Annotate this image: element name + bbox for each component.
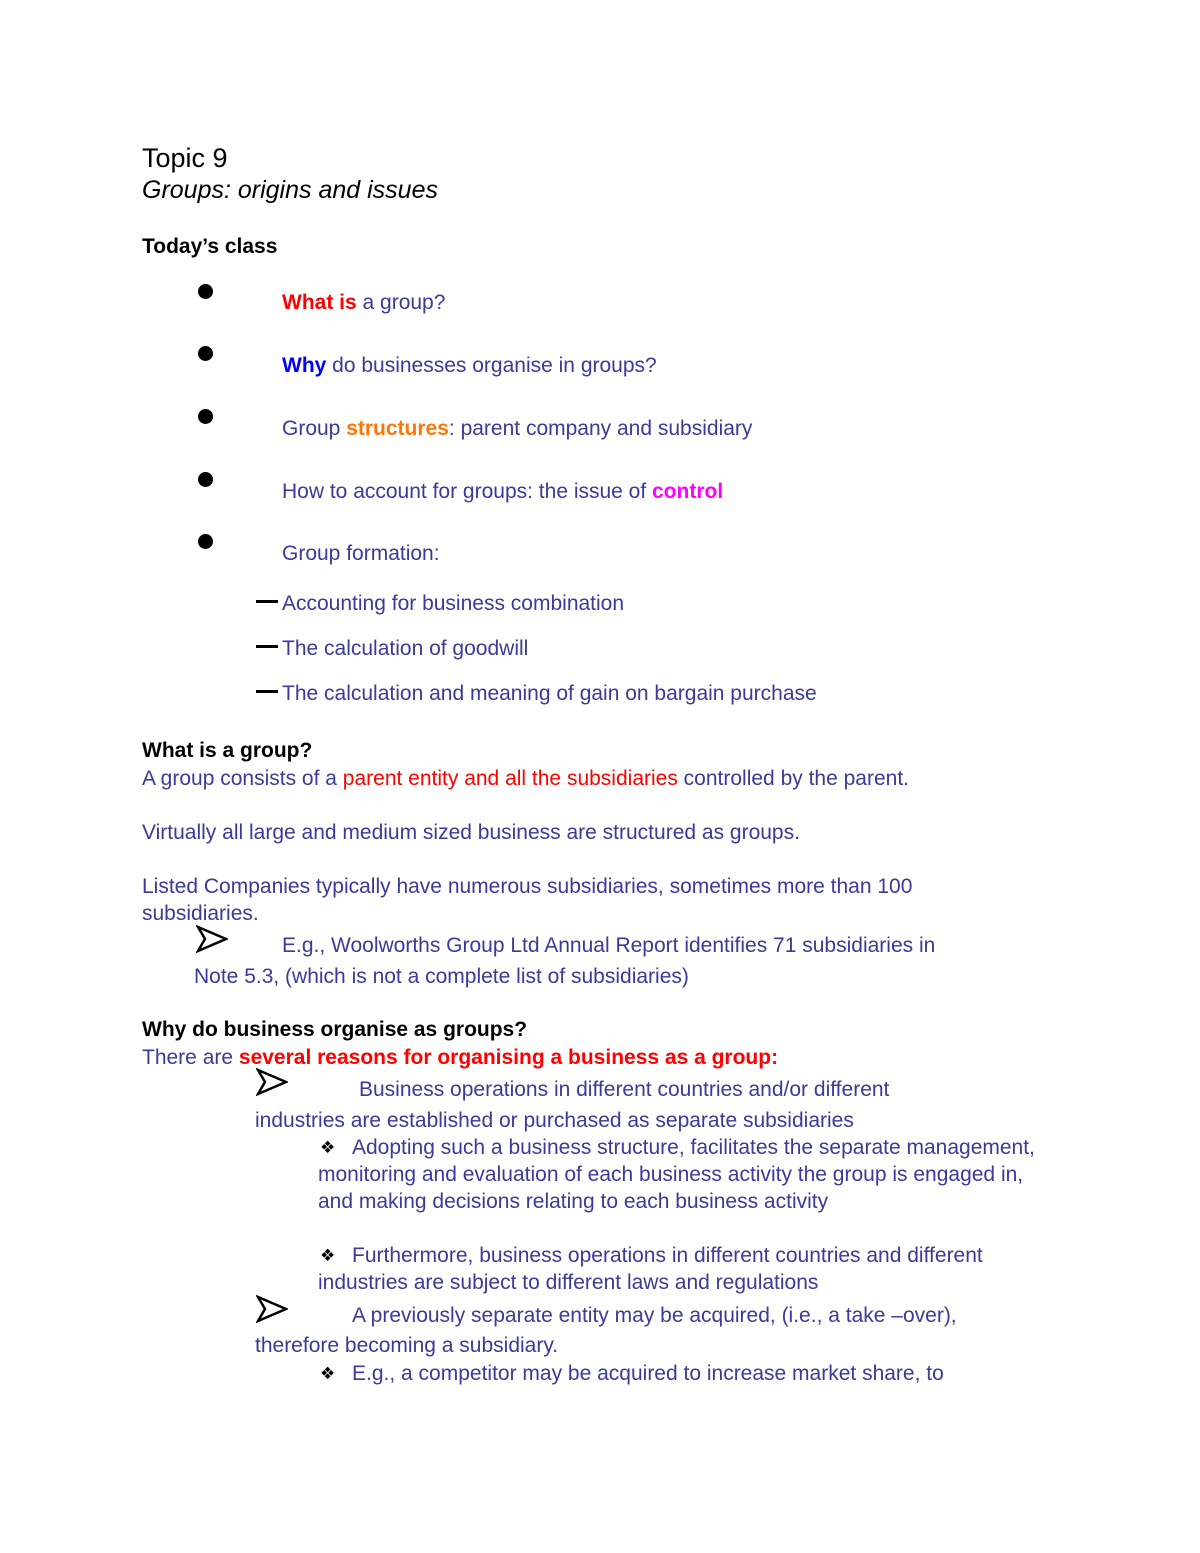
reason-regulation-detail: Furthermore, business operations in different countries and different industries are subject to different laws and regulations	[318, 1244, 983, 1294]
why-groups-intro: There are several reasons for organising a business as a group:	[142, 1046, 779, 1069]
listed-companies-text-cont: subsidiaries.	[142, 902, 259, 925]
acquisition-example: E.g., a competitor may be acquired to increase market share, to	[352, 1362, 944, 1385]
why-groups-heading: Why do business organise as groups?	[142, 1018, 528, 1041]
filled-circle-icon	[198, 346, 213, 361]
agenda-item-structures: Group structures: parent company and subsidiary	[282, 417, 753, 440]
woolworths-example-cont: Note 5.3, (which is not a complete list of subsidiaries)	[194, 965, 689, 988]
reason-operations-cont: industries are established or purchased as separate subsidiaries	[255, 1109, 854, 1132]
dash-icon	[256, 645, 278, 648]
agenda-subitem-bargain-purchase: The calculation and meaning of gain on bargain purchase	[282, 682, 817, 705]
todays-class-heading: Today’s class	[142, 235, 278, 258]
page-subtitle: Groups: origins and issues	[142, 176, 438, 204]
agenda-item-why: Why do businesses organise in groups?	[282, 354, 657, 377]
group-definition: A group consists of a parent entity and all the subsidiaries controlled by the parent.	[142, 767, 909, 790]
agenda-item-what-is: What is a group?	[282, 291, 446, 314]
filled-circle-icon	[198, 472, 213, 487]
what-is-group-heading: What is a group?	[142, 739, 313, 762]
agenda-subitem-business-combination: Accounting for business combination	[282, 592, 625, 615]
arrowhead-bullet-icon	[196, 925, 228, 953]
arrowhead-bullet-icon	[256, 1068, 288, 1096]
four-diamond-bullet-icon: ❖	[320, 1138, 336, 1158]
reason-management-detail: Adopting such a business structure, facilitates the separate management, monitoring and evaluation of each business activity the group is engaged in, and making decisions relating to each business activity	[318, 1136, 1035, 1213]
groups-prevalence-text: Virtually all large and medium sized business are structured as groups.	[142, 821, 800, 844]
filled-circle-icon	[198, 534, 213, 549]
agenda-subitem-goodwill: The calculation of goodwill	[282, 637, 529, 660]
reason-acquisition-cont: therefore becoming a subsidiary.	[255, 1334, 559, 1357]
agenda-item-formation: Group formation:	[282, 542, 440, 565]
reason-operations: Business operations in different countries and/or different	[359, 1078, 890, 1101]
woolworths-example: E.g., Woolworths Group Ltd Annual Report identifies 71 subsidiaries in	[282, 934, 936, 957]
listed-companies-text: Listed Companies typically have numerous subsidiaries, sometimes more than 100	[142, 875, 913, 898]
dash-icon	[256, 690, 278, 693]
agenda-item-control: How to account for groups: the issue of control	[282, 480, 724, 503]
filled-circle-icon	[198, 284, 213, 299]
filled-circle-icon	[198, 409, 213, 424]
reason-acquisition: A previously separate entity may be acquired, (i.e., a take –over),	[352, 1304, 957, 1327]
page-title: Topic 9	[142, 143, 228, 173]
dash-icon	[256, 600, 278, 603]
four-diamond-bullet-icon: ❖	[320, 1364, 336, 1384]
four-diamond-bullet-icon: ❖	[320, 1246, 336, 1266]
arrowhead-bullet-icon	[256, 1295, 288, 1323]
